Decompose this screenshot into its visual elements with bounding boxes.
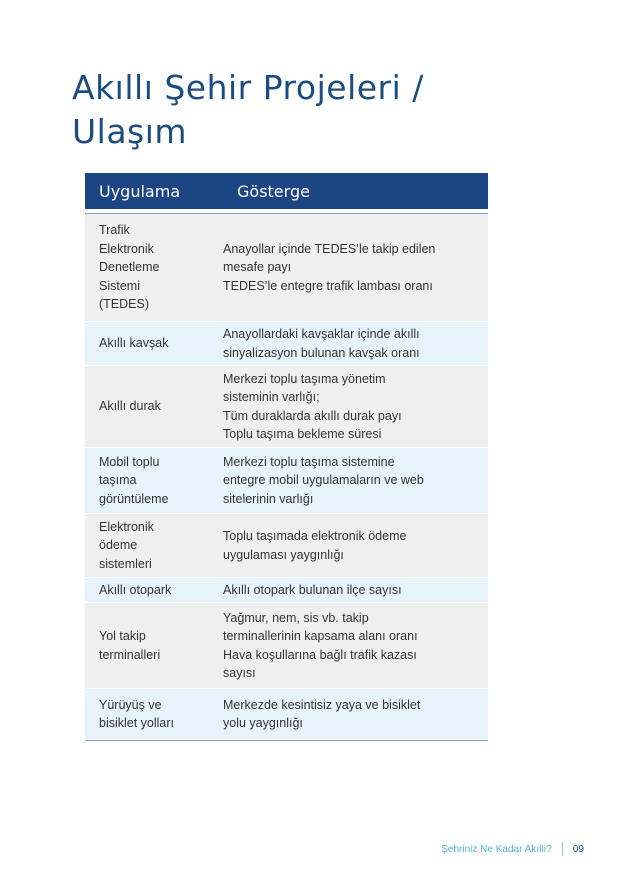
page-title-line-2: Ulaşım — [72, 112, 188, 151]
app-cell: Yol takip terminalleri — [99, 629, 161, 662]
app-cell: Elektronik ödeme sistemleri — [99, 519, 154, 571]
indicator-cell: Merkezi toplu taşıma yönetim sisteminin varlığı; Tüm duraklarda akıllı durak payı Toplu taşıma bekleme süresi — [223, 371, 402, 441]
table-row — [85, 578, 488, 603]
table-row — [85, 214, 488, 322]
table-row — [85, 448, 488, 514]
table-row — [85, 603, 488, 689]
page-title — [72, 66, 424, 154]
table-header — [85, 173, 488, 209]
app-cell: Akıllı otopark — [99, 582, 172, 597]
page-title-line-1: Akıllı Şehir Projeleri / — [72, 68, 424, 107]
app-cell: Akıllı kavşak — [99, 336, 169, 351]
table-row — [85, 514, 488, 578]
app-cell: Akıllı durak — [99, 399, 161, 414]
app-cell: Trafik Elektronik Denetleme Sistemi (TEDES) — [99, 223, 160, 312]
indicator-cell: Merkezi toplu taşıma sistemine entegre mobil uygulamaların ve web sitelerinin varlığı — [223, 454, 424, 506]
indicator-cell: Anayollardaki kavşaklar içinde akıllı sinyalizasyon bulunan kavşak oranı — [223, 327, 420, 360]
indicator-cell: Akıllı otopark bulunan ilçe sayısı — [223, 582, 402, 597]
indicator-cell: Toplu taşımada elektronik ödeme uygulaması yaygınlığı — [223, 529, 407, 562]
footer-divider — [562, 842, 563, 856]
indicator-cell: Merkezde kesintisiz yaya ve bisiklet yolu yaygınlığı — [223, 697, 421, 730]
footer-publication-title: Şehriniz Ne Kadar Akıllı? — [441, 843, 552, 855]
table-row — [85, 689, 488, 740]
indicator-table — [85, 173, 488, 741]
header-uygulama: Uygulama — [99, 182, 181, 201]
page-number: 09 — [572, 843, 584, 855]
table-row — [85, 322, 488, 366]
app-cell: Yürüyüş ve bisiklet yolları — [99, 697, 175, 730]
indicator-cell: Yağmur, nem, sis vb. takip terminallerinin kapsama alanı oranı Hava koşullarına bağlı trafik kazası sayısı — [223, 610, 418, 680]
page-footer — [441, 842, 584, 856]
table-row — [85, 366, 488, 448]
indicator-cell: Anayollar içinde TEDES’le takip edilen mesafe payı TEDES’le entegre trafik lambası oranı — [223, 241, 436, 293]
app-cell: Mobil toplu taşıma görüntüleme — [99, 454, 169, 506]
header-gosterge: Gösterge — [237, 182, 310, 201]
table-bottom-rule — [85, 740, 488, 741]
